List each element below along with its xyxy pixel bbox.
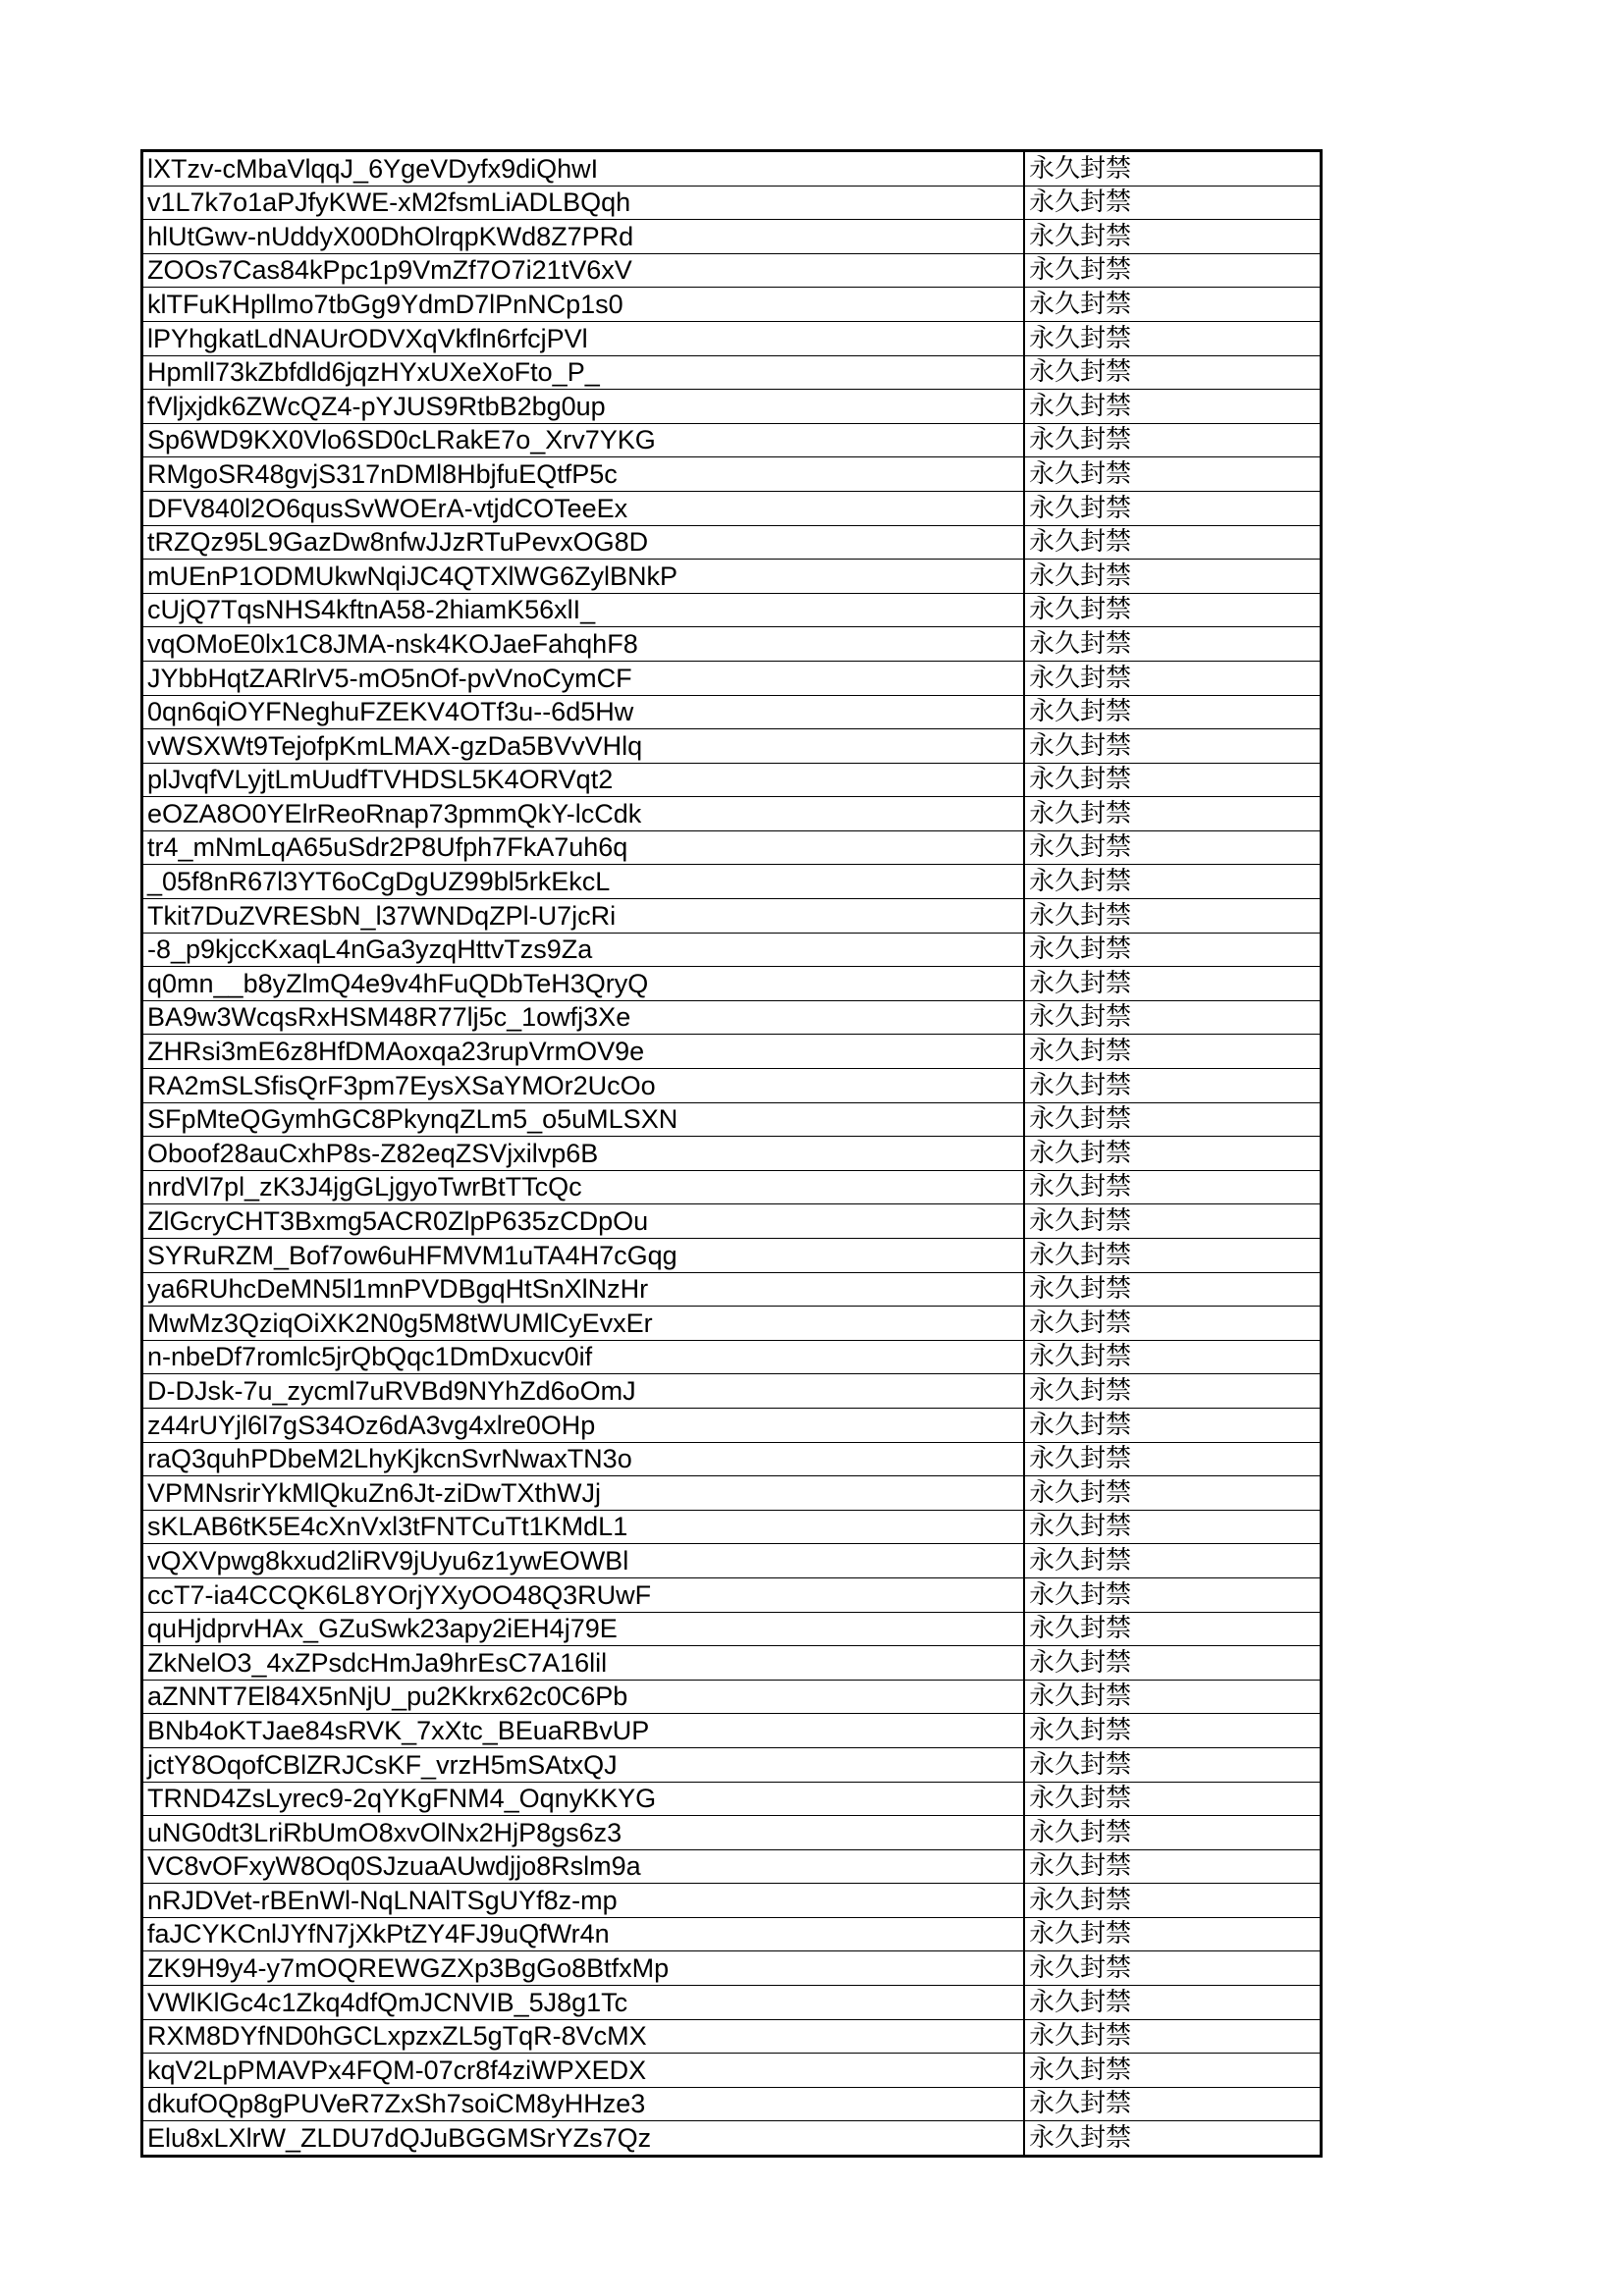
table-row	[142, 1102, 1322, 1137]
ban-status-cell: 永久封禁	[1024, 1816, 1322, 1850]
table-row	[142, 355, 1322, 390]
ban-status-cell: 永久封禁	[1024, 1170, 1322, 1204]
account-id-cell: quHjdprvHAx_GZuSwk23apy2iEH4j79E	[142, 1612, 1025, 1646]
account-id-cell: lXTzv-cMbaVlqqJ_6YgeVDyfx9diQhwI	[142, 151, 1025, 187]
ban-status-cell: 永久封禁	[1024, 1680, 1322, 1714]
ban-status-cell: 永久封禁	[1024, 560, 1322, 594]
table-row	[142, 1307, 1322, 1341]
account-id-cell: RMgoSR48gvjS317nDMl8HbjfuEQtfP5c	[142, 457, 1025, 492]
account-id-cell: v1L7k7o1aPJfyKWE-xM2fsmLiADLBQqh	[142, 186, 1025, 220]
ban-status-cell: 永久封禁	[1024, 1917, 1322, 1951]
account-id-cell: ZkNelO3_4xZPsdcHmJa9hrEsC7A16lil	[142, 1646, 1025, 1681]
ban-status-cell: 永久封禁	[1024, 220, 1322, 254]
ban-status-cell: 永久封禁	[1024, 1137, 1322, 1171]
table-row	[142, 1137, 1322, 1171]
table-row	[142, 423, 1322, 457]
account-id-cell: kqV2LpPMAVPx4FQM-07cr8f4ziWPXEDX	[142, 2054, 1025, 2088]
account-id-cell: vQXVpwg8kxud2liRV9jUyu6z1ywEOWBl	[142, 1544, 1025, 1578]
ban-status-cell: 永久封禁	[1024, 1069, 1322, 1103]
ban-status-cell: 永久封禁	[1024, 390, 1322, 424]
table-row	[142, 1000, 1322, 1035]
account-id-cell: Elu8xLXlrW_ZLDU7dQJuBGGMSrYZs7Qz	[142, 2121, 1025, 2157]
ban-status-cell: 永久封禁	[1024, 1646, 1322, 1681]
account-id-cell: BA9w3WcqsRxHSM48R77lj5c_1owfj3Xe	[142, 1000, 1025, 1035]
account-id-cell: vWSXWt9TejofpKmLMAX-gzDa5BVvVHlq	[142, 729, 1025, 764]
account-id-cell: eOZA8O0YElrReoRnap73pmmQkY-lcCdk	[142, 797, 1025, 831]
account-id-cell: Sp6WD9KX0Vlo6SD0cLRakE7o_Xrv7YKG	[142, 423, 1025, 457]
account-id-cell: ccT7-ia4CCQK6L8YOrjYXyOO48Q3RUwF	[142, 1577, 1025, 1612]
account-id-cell: fVljxjdk6ZWcQZ4-pYJUS9RtbB2bg0up	[142, 390, 1025, 424]
table-row	[142, 390, 1322, 424]
ban-status-cell: 永久封禁	[1024, 355, 1322, 390]
account-id-cell: JYbbHqtZARlrV5-mO5nOf-pvVnoCymCF	[142, 661, 1025, 695]
ban-status-cell: 永久封禁	[1024, 288, 1322, 322]
table-row	[142, 1884, 1322, 1918]
ban-status-cell: 永久封禁	[1024, 423, 1322, 457]
table-row	[142, 1747, 1322, 1782]
ban-status-cell: 永久封禁	[1024, 2121, 1322, 2157]
ban-status-cell: 永久封禁	[1024, 695, 1322, 729]
table-row	[142, 1917, 1322, 1951]
table-row	[142, 1849, 1322, 1884]
account-id-cell: uNG0dt3LriRbUmO8xvOlNx2HjP8gs6z3	[142, 1816, 1025, 1850]
table-row	[142, 1816, 1322, 1850]
table-row	[142, 933, 1322, 967]
ban-status-cell: 永久封禁	[1024, 2019, 1322, 2054]
ban-status-cell: 永久封禁	[1024, 2054, 1322, 2088]
ban-status-cell: 永久封禁	[1024, 865, 1322, 899]
account-id-cell: dkufOQp8gPUVeR7ZxSh7soiCM8yHHze3	[142, 2087, 1025, 2121]
account-id-cell: 0qn6qiOYFNeghuFZEKV4OTf3u--6d5Hw	[142, 695, 1025, 729]
table-row	[142, 1951, 1322, 1986]
table-row	[142, 1782, 1322, 1816]
account-id-cell: vqOMoE0lx1C8JMA-nsk4KOJaeFahqhF8	[142, 627, 1025, 662]
account-id-cell: plJvqfVLyjtLmUudfTVHDSL5K4ORVqt2	[142, 763, 1025, 797]
table-row	[142, 1476, 1322, 1511]
table-row	[142, 1646, 1322, 1681]
account-id-cell: hlUtGwv-nUddyX00DhOlrqpKWd8Z7PRd	[142, 220, 1025, 254]
ban-status-cell: 永久封禁	[1024, 1476, 1322, 1511]
account-id-cell: lPYhgkatLdNAUrODVXqVkfln6rfcjPVl	[142, 321, 1025, 355]
table-row	[142, 1408, 1322, 1442]
ban-status-cell: 永久封禁	[1024, 1272, 1322, 1307]
account-id-cell: faJCYKCnlJYfN7jXkPtZY4FJ9uQfWr4n	[142, 1917, 1025, 1951]
ban-status-cell: 永久封禁	[1024, 1612, 1322, 1646]
table-row	[142, 491, 1322, 525]
account-id-cell: jctY8OqofCBlZRJCsKF_vrzH5mSAtxQJ	[142, 1747, 1025, 1782]
account-id-cell: tRZQz95L9GazDw8nfwJJzRTuPevxOG8D	[142, 525, 1025, 560]
ban-status-cell: 永久封禁	[1024, 1000, 1322, 1035]
account-id-cell: z44rUYjl6l7gS34Oz6dA3vg4xlre0OHp	[142, 1408, 1025, 1442]
table-row	[142, 1204, 1322, 1239]
ban-status-cell: 永久封禁	[1024, 933, 1322, 967]
account-id-cell: klTFuKHpllmo7tbGg9YdmD7lPnNCp1s0	[142, 288, 1025, 322]
ban-status-cell: 永久封禁	[1024, 1747, 1322, 1782]
table-row	[142, 2087, 1322, 2121]
ban-status-cell: 永久封禁	[1024, 1951, 1322, 1986]
ban-status-cell: 永久封禁	[1024, 2087, 1322, 2121]
table-row	[142, 1442, 1322, 1476]
account-id-cell: n-nbeDf7romlc5jrQbQqc1DmDxucv0if	[142, 1340, 1025, 1374]
account-id-cell: q0mn__b8yZlmQ4e9v4hFuQDbTeH3QryQ	[142, 967, 1025, 1001]
ban-status-cell: 永久封禁	[1024, 1884, 1322, 1918]
ban-list-table	[140, 149, 1323, 2158]
table-row	[142, 457, 1322, 492]
table-row	[142, 321, 1322, 355]
ban-status-cell: 永久封禁	[1024, 1102, 1322, 1137]
ban-status-cell: 永久封禁	[1024, 1239, 1322, 1273]
table-row	[142, 186, 1322, 220]
account-id-cell: Hpmll73kZbfdld6jqzHYxUXeXoFto_P_	[142, 355, 1025, 390]
account-id-cell: RA2mSLSfisQrF3pm7EysXSaYMOr2UcOo	[142, 1069, 1025, 1103]
table-row	[142, 729, 1322, 764]
table-row	[142, 1577, 1322, 1612]
account-id-cell: raQ3quhPDbeM2LhyKjkcnSvrNwaxTN3o	[142, 1442, 1025, 1476]
account-id-cell: MwMz3QziqOiXK2N0g5M8tWUMlCyEvxEr	[142, 1307, 1025, 1341]
ban-status-cell: 永久封禁	[1024, 1782, 1322, 1816]
account-id-cell: D-DJsk-7u_zycml7uRVBd9NYhZd6oOmJ	[142, 1374, 1025, 1409]
account-id-cell: DFV840l2O6qusSvWOErA-vtjdCOTeeEx	[142, 491, 1025, 525]
account-id-cell: VWlKlGc4c1Zkq4dfQmJCNVIB_5J8g1Tc	[142, 1986, 1025, 2020]
ban-status-cell: 永久封禁	[1024, 729, 1322, 764]
account-id-cell: cUjQ7TqsNHS4kftnA58-2hiamK56xlI_	[142, 593, 1025, 627]
account-id-cell: _05f8nR67l3YT6oCgDgUZ99bl5rkEkcL	[142, 865, 1025, 899]
ban-status-cell: 永久封禁	[1024, 457, 1322, 492]
ban-status-cell: 永久封禁	[1024, 1408, 1322, 1442]
table-row	[142, 1680, 1322, 1714]
table-row	[142, 865, 1322, 899]
table-row	[142, 1612, 1322, 1646]
account-id-cell: nrdVl7pl_zK3J4jgGLjgyoTwrBtTTcQc	[142, 1170, 1025, 1204]
table-row	[142, 1374, 1322, 1409]
ban-status-cell: 永久封禁	[1024, 1849, 1322, 1884]
table-row	[142, 830, 1322, 865]
ban-status-cell: 永久封禁	[1024, 1510, 1322, 1544]
account-id-cell: mUEnP1ODMUkwNqiJC4QTXlWG6ZylBNkP	[142, 560, 1025, 594]
table-row	[142, 1272, 1322, 1307]
table-row	[142, 1035, 1322, 1069]
ban-status-cell: 永久封禁	[1024, 593, 1322, 627]
table-row	[142, 627, 1322, 662]
account-id-cell: nRJDVet-rBEnWl-NqLNAlTSgUYf8z-mp	[142, 1884, 1025, 1918]
table-row	[142, 797, 1322, 831]
table-row	[142, 1510, 1322, 1544]
ban-status-cell: 永久封禁	[1024, 1374, 1322, 1409]
ban-status-cell: 永久封禁	[1024, 1307, 1322, 1341]
table-row	[142, 253, 1322, 288]
ban-status-cell: 永久封禁	[1024, 967, 1322, 1001]
table-row	[142, 1340, 1322, 1374]
account-id-cell: VC8vOFxyW8Oq0SJzuaAUwdjjo8Rslm9a	[142, 1849, 1025, 1884]
ban-status-cell: 永久封禁	[1024, 1340, 1322, 1374]
table-row	[142, 1239, 1322, 1273]
account-id-cell: tr4_mNmLqA65uSdr2P8Ufph7FkA7uh6q	[142, 830, 1025, 865]
ban-status-cell: 永久封禁	[1024, 1986, 1322, 2020]
account-id-cell: ZK9H9y4-y7mOQREWGZXp3BgGo8BtfxMp	[142, 1951, 1025, 1986]
table-row	[142, 695, 1322, 729]
account-id-cell: BNb4oKTJae84sRVK_7xXtc_BEuaRBvUP	[142, 1714, 1025, 1748]
table-row	[142, 1170, 1322, 1204]
account-id-cell: ya6RUhcDeMN5l1mnPVDBgqHtSnXlNzHr	[142, 1272, 1025, 1307]
account-id-cell: Tkit7DuZVRESbN_l37WNDqZPl-U7jcRi	[142, 899, 1025, 934]
ban-status-cell: 永久封禁	[1024, 830, 1322, 865]
ban-status-cell: 永久封禁	[1024, 321, 1322, 355]
table-row	[142, 1069, 1322, 1103]
ban-list-body	[142, 151, 1322, 2157]
ban-status-cell: 永久封禁	[1024, 186, 1322, 220]
table-row	[142, 525, 1322, 560]
ban-status-cell: 永久封禁	[1024, 899, 1322, 934]
table-row	[142, 288, 1322, 322]
account-id-cell: -8_p9kjccKxaqL4nGa3yzqHttvTzs9Za	[142, 933, 1025, 967]
table-row	[142, 220, 1322, 254]
table-row	[142, 151, 1322, 187]
ban-status-cell: 永久封禁	[1024, 797, 1322, 831]
account-id-cell: TRND4ZsLyrec9-2qYKgFNM4_OqnyKKYG	[142, 1782, 1025, 1816]
ban-status-cell: 永久封禁	[1024, 661, 1322, 695]
account-id-cell: ZOOs7Cas84kPpc1p9VmZf7O7i21tV6xV	[142, 253, 1025, 288]
account-id-cell: SYRuRZM_Bof7ow6uHFMVM1uTA4H7cGqg	[142, 1239, 1025, 1273]
table-row	[142, 967, 1322, 1001]
account-id-cell: RXM8DYfND0hGCLxpzxZL5gTqR-8VcMX	[142, 2019, 1025, 2054]
table-row	[142, 1986, 1322, 2020]
account-id-cell: sKLAB6tK5E4cXnVxl3tFNTCuTt1KMdL1	[142, 1510, 1025, 1544]
table-row	[142, 560, 1322, 594]
table-row	[142, 899, 1322, 934]
table-row	[142, 2019, 1322, 2054]
ban-status-cell: 永久封禁	[1024, 1204, 1322, 1239]
table-row	[142, 1544, 1322, 1578]
table-row	[142, 661, 1322, 695]
ban-status-cell: 永久封禁	[1024, 1035, 1322, 1069]
account-id-cell: aZNNT7El84X5nNjU_pu2Kkrx62c0C6Pb	[142, 1680, 1025, 1714]
table-row	[142, 2054, 1322, 2088]
ban-status-cell: 永久封禁	[1024, 525, 1322, 560]
account-id-cell: ZHRsi3mE6z8HfDMAoxqa23rupVrmOV9e	[142, 1035, 1025, 1069]
ban-status-cell: 永久封禁	[1024, 1577, 1322, 1612]
account-id-cell: ZlGcryCHT3Bxmg5ACR0ZlpP635zCDpOu	[142, 1204, 1025, 1239]
ban-status-cell: 永久封禁	[1024, 151, 1322, 187]
ban-status-cell: 永久封禁	[1024, 253, 1322, 288]
ban-status-cell: 永久封禁	[1024, 491, 1322, 525]
ban-status-cell: 永久封禁	[1024, 763, 1322, 797]
table-row	[142, 763, 1322, 797]
account-id-cell: VPMNsrirYkMlQkuZn6Jt-ziDwTXthWJj	[142, 1476, 1025, 1511]
table-row	[142, 593, 1322, 627]
account-id-cell: Oboof28auCxhP8s-Z82eqZSVjxilvp6B	[142, 1137, 1025, 1171]
table-row	[142, 1714, 1322, 1748]
ban-status-cell: 永久封禁	[1024, 1714, 1322, 1748]
ban-status-cell: 永久封禁	[1024, 1544, 1322, 1578]
account-id-cell: SFpMteQGymhGC8PkynqZLm5_o5uMLSXN	[142, 1102, 1025, 1137]
table-row	[142, 2121, 1322, 2157]
ban-status-cell: 永久封禁	[1024, 627, 1322, 662]
ban-status-cell: 永久封禁	[1024, 1442, 1322, 1476]
